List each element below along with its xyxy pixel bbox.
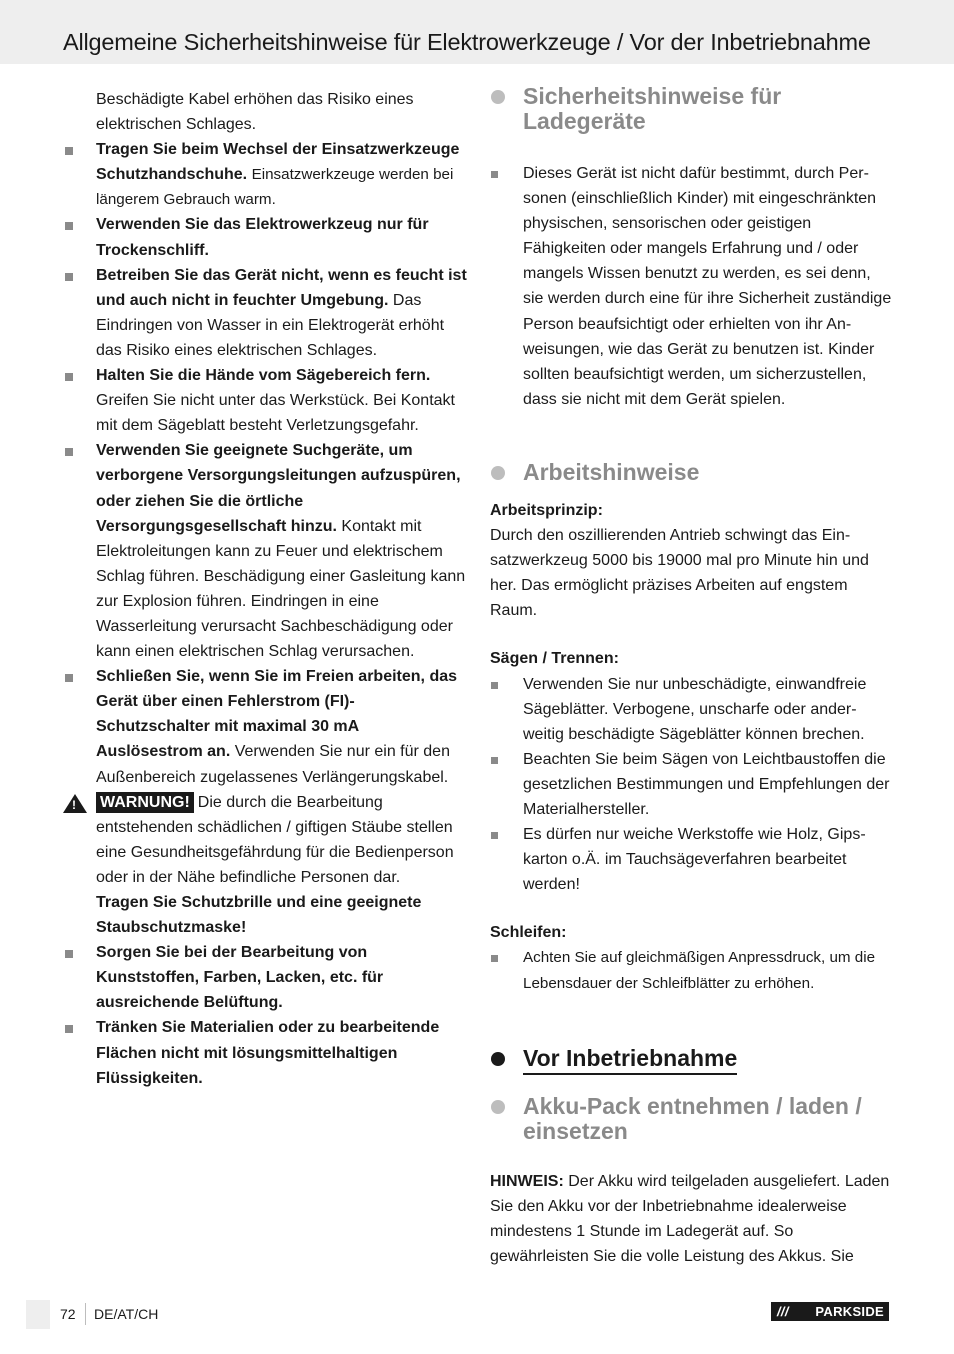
gloves-bold: Tragen Sie beim Wechsel der Einsatzwerkzeuge Schutzhandschuhe.: [96, 141, 460, 184]
saw-3-text: Es dürfen nur weiche Werkstoffe wie Holz, Gipskarton o.Ä. im Tauchsägeverfahren bearbeitet werden!: [523, 826, 866, 894]
ventilation-bold: Sorgen Sie bei der Bearbeitung von Kunststoffen, Farben, Lacken, etc. für ausreichende Belüftung.: [96, 944, 384, 1012]
logo-stripes-icon: ///: [777, 1304, 789, 1319]
locale-code: DE/AT/CH: [94, 1306, 159, 1322]
warning-triangle-icon: !: [63, 794, 87, 813]
moisture-text: Das Eindringen von Wasser in ein Elektrogerät erhöht das Risiko eines elektrischen Schlages.: [96, 291, 445, 359]
list-item-dry-sanding: [62, 212, 467, 262]
parkside-logo: [771, 1302, 889, 1321]
moisture-bold: Betreiben Sie das Gerät nicht, wenn es feucht ist und auch nicht in feuchter Umgebung.: [96, 266, 467, 309]
note-label: HINWEIS:: [490, 1172, 564, 1190]
hands-bold: Halten Sie die Hände vom Sägebereich fern.: [96, 367, 431, 385]
list-item-charger: [490, 161, 892, 412]
note-text: Der Akku wird teilgeladen ausgeliefert. Laden Sie den Akku vor der Inbetriebnahme idealerweise mindestens 1 Stunde im Ladegerät auf. So gewährleisten Sie die volle Leistung des Akkus. Sie: [490, 1172, 890, 1265]
saw-title: Sägen / Trennen:: [490, 650, 619, 668]
detectors-bold: Verwenden Sie geeignete Suchgeräte, um verborgene Versorgungsleitungen aufzuspüren, oder ziehen Sie die örtliche Versorgungsgesellschaft hinzu.: [96, 442, 461, 535]
page-title: Allgemeine Sicherheitshinweise für Elektrowerkzeuge / Vor der Inbetriebnahme: [63, 29, 871, 55]
rcd-text: Verwenden Sie nur ein für den Außenbereich zugelassenes Verlängerungskabel.: [96, 743, 450, 786]
gloves-text: Einsatzwerkzeuge werden bei längerem Gebrauch warm.: [96, 166, 454, 209]
list-item-rcd: [62, 664, 467, 789]
list-item-gloves: [62, 137, 467, 212]
heading-before-use: [490, 1046, 892, 1071]
principle-text: Durch den oszillierenden Antrieb schwingt das Einsatzwerkzeug 5000 bis 19000 mal pro Minute hin und her. Das ermöglicht präzises Arbeiten auf engstem Raum.: [490, 527, 869, 620]
note-paragraph: [490, 1169, 892, 1269]
list-item-moisture: [62, 263, 467, 363]
heading-charger-safety: Sicherheitshinweise für Ladegeräte: [490, 84, 892, 134]
list-item-ventilation: [62, 940, 467, 1015]
rcd-bold: Schließen Sie, wenn Sie im Freien arbeiten, das Gerät über einen Fehlerstrom (FI)-Schutzschalter mit maximal 30 mA Auslösestrom an.: [96, 668, 458, 761]
right-column: [490, 84, 892, 1269]
warning-text: Die durch die Bearbeitung entstehenden schädlichen / giftigen Stäube stellen eine Gesundheitsgefährdung für die Bedienperson oder in der Nähe befindliche Personen dar.: [96, 793, 454, 886]
grind-1-text: Achten Sie auf gleichmäßigen Anpressdruck, um die Lebensdauer der Schleifblätter zu erhöhen.: [523, 949, 876, 992]
warning-badge: WARNUNG!: [96, 792, 194, 813]
principle-title: Arbeitsprinzip:: [490, 501, 603, 519]
heading-work-notes: Arbeitshinweise: [490, 460, 892, 485]
list-item-detectors: [62, 438, 467, 664]
warning-bold: Tragen Sie Schutzbrille und eine geeignete Staubschutzmaske!: [96, 894, 422, 937]
saw-1-text: Verwenden Sie nur unbeschädigte, einwandfreie Sägeblätter. Verbogene, unscharfe oder anderweitig beschädigte Sägeblätter können brechen.: [523, 675, 867, 743]
list-item-solvents: [62, 1015, 467, 1090]
saw-2-text: Beachten Sie beim Sägen von Leichtbaustoffen die gesetzlichen Bestimmungen und Empfehlungen der Materialhersteller.: [523, 750, 890, 818]
solvents-bold: Tränken Sie Materialien oder zu bearbeitende Flächen nicht mit lösungsmittelhaltigen Flüssigkeiten.: [96, 1019, 440, 1087]
charger-text: Dieses Gerät ist nicht dafür bestimmt, durch Personen (einschließlich Kinder) mit eingeschränkten physischen, sensorischen oder geistigen Fähigkeiten oder mangels Erfahrung und / oder mangels Wissen benutzt zu werden, es sei denn, sie werden durch eine für ihre Sicherheit zuständige Person beaufsichtigt oder erhielten von ihr Anweisungen, wie das Gerät zu benutzen ist. Kinder sollten beaufsichtigt werden, um sicherzustellen, dass sie nicht mit dem Gerät spielen.: [523, 165, 892, 408]
list-item-saw-2: [490, 747, 892, 822]
dry-sanding-bold: Verwenden Sie das Elektrowerkzeug nur für Trockenschliff.: [96, 216, 429, 259]
list-item-grind-1: [490, 945, 892, 995]
detectors-text: Kontakt mit Elektroleitungen kann zu Feuer und elektrischem Schlag führen. Beschädigung einer Gasleitung kann zur Explosion führen. Eindringen in eine Wasserleitung verursacht Sachbeschädigung oder kann einen elektrischen Schlag verursachen.: [96, 517, 466, 661]
hands-text: Greifen Sie nicht unter das Werkstück. Bei Kontakt mit dem Sägeblatt besteht Verletzungsgefahr.: [96, 392, 455, 435]
footer-separator: [85, 1303, 86, 1325]
list-item-saw-3: [490, 822, 892, 897]
page-header: [0, 0, 954, 64]
list-item-saw-1: [490, 672, 892, 747]
page-number: 72: [60, 1306, 76, 1322]
list-item-hands: [62, 363, 467, 438]
grind-title: Schleifen:: [490, 924, 567, 942]
continued-text: Beschädigte Kabel erhöhen das Risiko eines elektrischen Schlages.: [96, 91, 414, 134]
logo-text: PARKSIDE: [815, 1304, 884, 1319]
left-column: [62, 87, 467, 1091]
heading-battery: Akku-Pack entnehmen / laden / einsetzen: [490, 1094, 892, 1144]
warning-block: [62, 790, 467, 941]
heading-before-use-text: Vor Inbetriebnahme: [523, 1045, 737, 1075]
footer-marker: [26, 1300, 50, 1329]
